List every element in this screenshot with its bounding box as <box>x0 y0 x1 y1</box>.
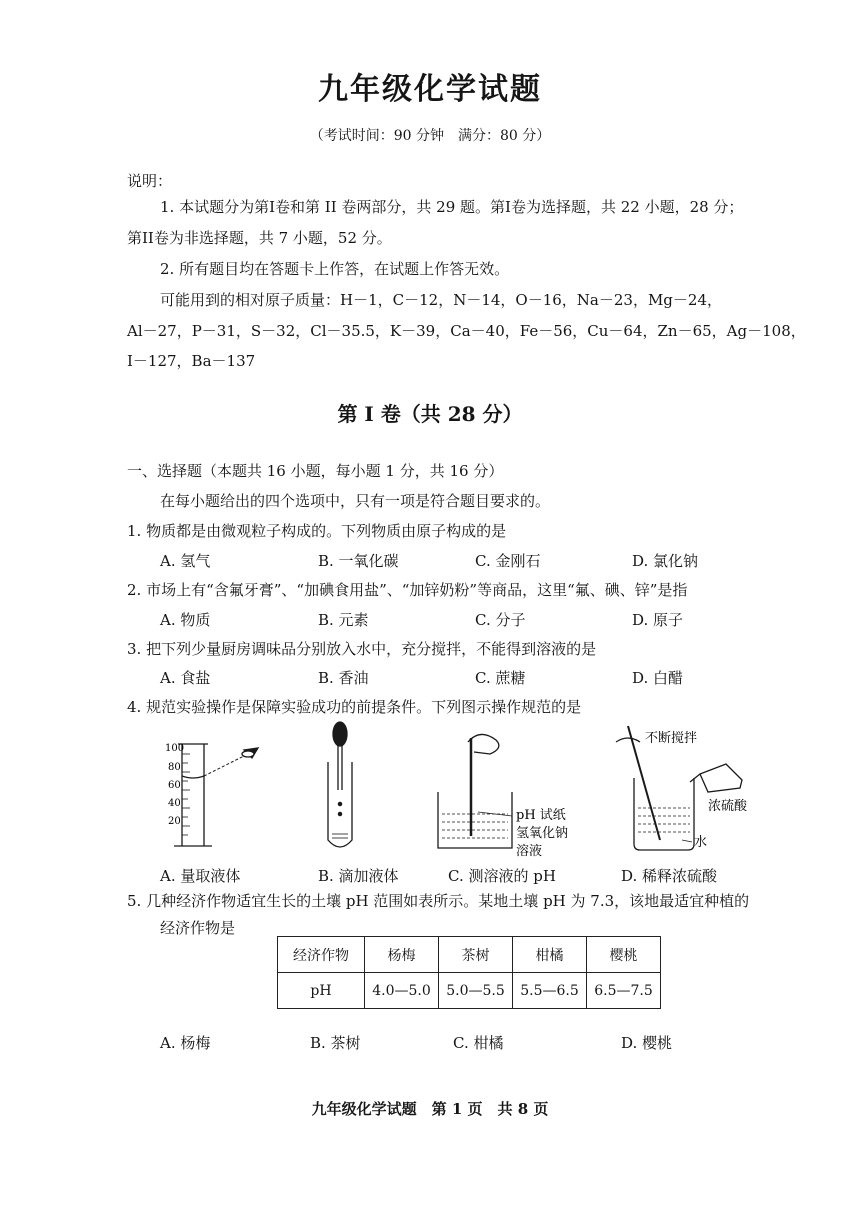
ph-table-cell: 6.5—7.5 <box>587 973 661 1009</box>
ph-table-header-cell: 樱桃 <box>587 937 661 973</box>
question-1-option-c: C. 金刚石 <box>475 552 541 570</box>
ph-table-header-cell: 柑橘 <box>513 937 587 973</box>
cyl-tick-80: 80 <box>168 762 181 773</box>
cyl-tick-60: 60 <box>168 780 181 791</box>
page-title: 九年级化学试题 <box>318 72 542 107</box>
label-stir: 不断搅拌 <box>645 731 698 746</box>
lab-operations-figure <box>160 718 760 858</box>
section-title: 第 I 卷（共 28 分） <box>337 402 523 426</box>
part1-note: 在每小题给出的四个选项中，只有一项是符合题目要求的。 <box>160 492 551 510</box>
question-4-option-c: C. 测溶液的 pH <box>448 867 556 885</box>
atomic-mass-line-3: I－127，Ba－137 <box>127 352 256 370</box>
cyl-tick-100: 100 <box>165 743 185 754</box>
ph-table-cell: 5.0—5.5 <box>439 973 513 1009</box>
question-5-option-d: D. 樱桃 <box>621 1034 673 1052</box>
question-3-option-c: C. 蔗糖 <box>475 669 526 687</box>
cyl-tick-40: 40 <box>168 798 181 809</box>
label-naoh-1: 氢氧化钠 <box>516 826 569 841</box>
instructions-heading: 说明： <box>127 172 173 190</box>
exam-info: （考试时间：90 分钟 满分：80 分） <box>309 128 551 144</box>
ph-table-cell: pH <box>278 973 365 1009</box>
ph-table-header-cell: 杨梅 <box>365 937 439 973</box>
dropper-figure <box>328 722 352 847</box>
ph-range-table <box>277 936 661 1009</box>
question-5-option-b: B. 茶树 <box>310 1034 361 1052</box>
instruction-2: 2. 所有题目均在答题卡上作答，在试题上作答无效。 <box>160 260 510 278</box>
question-4-option-b: B. 滴加液体 <box>318 867 399 885</box>
atomic-mass-line-1: 可能用到的相对原子质量：H－1，C－12，N－14，O－16，Na－23，Mg－24， <box>160 291 722 309</box>
question-5-stem-1: 5. 几种经济作物适宜生长的土壤 pH 范围如表所示。某地土壤 pH 为 7.3，该地最适宜种植的 <box>127 892 750 910</box>
question-2-option-d: D. 原子 <box>632 611 684 629</box>
ph-table-cell: 4.0—5.0 <box>365 973 439 1009</box>
graduated-cylinder-figure <box>174 744 258 846</box>
question-2-option-a: A. 物质 <box>160 611 211 629</box>
ph-test-figure <box>438 734 512 848</box>
part1-heading: 一、选择题（本题共 16 小题，每小题 1 分，共 16 分） <box>127 462 504 480</box>
label-water: 水 <box>694 835 708 850</box>
ph-table-row <box>278 973 661 1009</box>
question-5-option-a: A. 杨梅 <box>160 1034 211 1052</box>
instruction-1a: 1. 本试题分为第Ⅰ卷和第 II 卷两部分，共 29 题。第Ⅰ卷为选择题，共 22 小题，28 分； <box>160 198 744 216</box>
cyl-tick-20: 20 <box>168 816 181 827</box>
label-ph-paper: pH 试纸 <box>516 808 566 823</box>
ph-table-header-row <box>278 937 661 973</box>
ph-table-cell: 5.5—6.5 <box>513 973 587 1009</box>
page-footer: 九年级化学试题 第 1 页 共 8 页 <box>311 1100 549 1118</box>
question-4-option-d: D. 稀释浓硫酸 <box>621 867 718 885</box>
atomic-mass-line-2: Al－27，P－31，S－32，Cl－35.5，K－39，Ca－40，Fe－56，Cu－64，Zn－65，Ag－108， <box>127 322 806 340</box>
question-2-stem: 2. 市场上有“含氟牙膏”、“加碘食用盐”、“加锌奶粉”等商品，这里“氟、碘、锌”是指 <box>127 581 688 599</box>
question-3-option-b: B. 香油 <box>318 669 369 687</box>
question-1-option-b: B. 一氧化碳 <box>318 552 399 570</box>
instruction-1b: 第II卷为非选择题，共 7 小题，52 分。 <box>127 229 392 247</box>
label-naoh-2: 溶液 <box>516 844 543 858</box>
question-5-stem-2: 经济作物是 <box>160 919 236 937</box>
question-3-stem: 3. 把下列少量厨房调味品分别放入水中，充分搅拌，不能得到溶液的是 <box>127 640 597 658</box>
question-5-option-c: C. 柑橘 <box>453 1034 504 1052</box>
question-3-option-d: D. 白醋 <box>632 669 684 687</box>
question-2-option-b: B. 元素 <box>318 611 369 629</box>
label-conc-acid: 浓硫酸 <box>708 799 748 814</box>
question-3-option-a: A. 食盐 <box>160 669 211 687</box>
question-4-stem: 4. 规范实验操作是保障实验成功的前提条件。下列图示操作规范的是 <box>127 698 582 716</box>
question-1-option-a: A. 氢气 <box>160 552 211 570</box>
question-1-option-d: D. 氯化钠 <box>632 552 699 570</box>
question-1-stem: 1. 物质都是由微观粒子构成的。下列物质由原子构成的是 <box>127 522 507 540</box>
ph-table-header-cell: 茶树 <box>439 937 513 973</box>
question-4-option-a: A. 量取液体 <box>160 867 241 885</box>
question-2-option-c: C. 分子 <box>475 611 526 629</box>
ph-table-header-cell: 经济作物 <box>278 937 365 973</box>
